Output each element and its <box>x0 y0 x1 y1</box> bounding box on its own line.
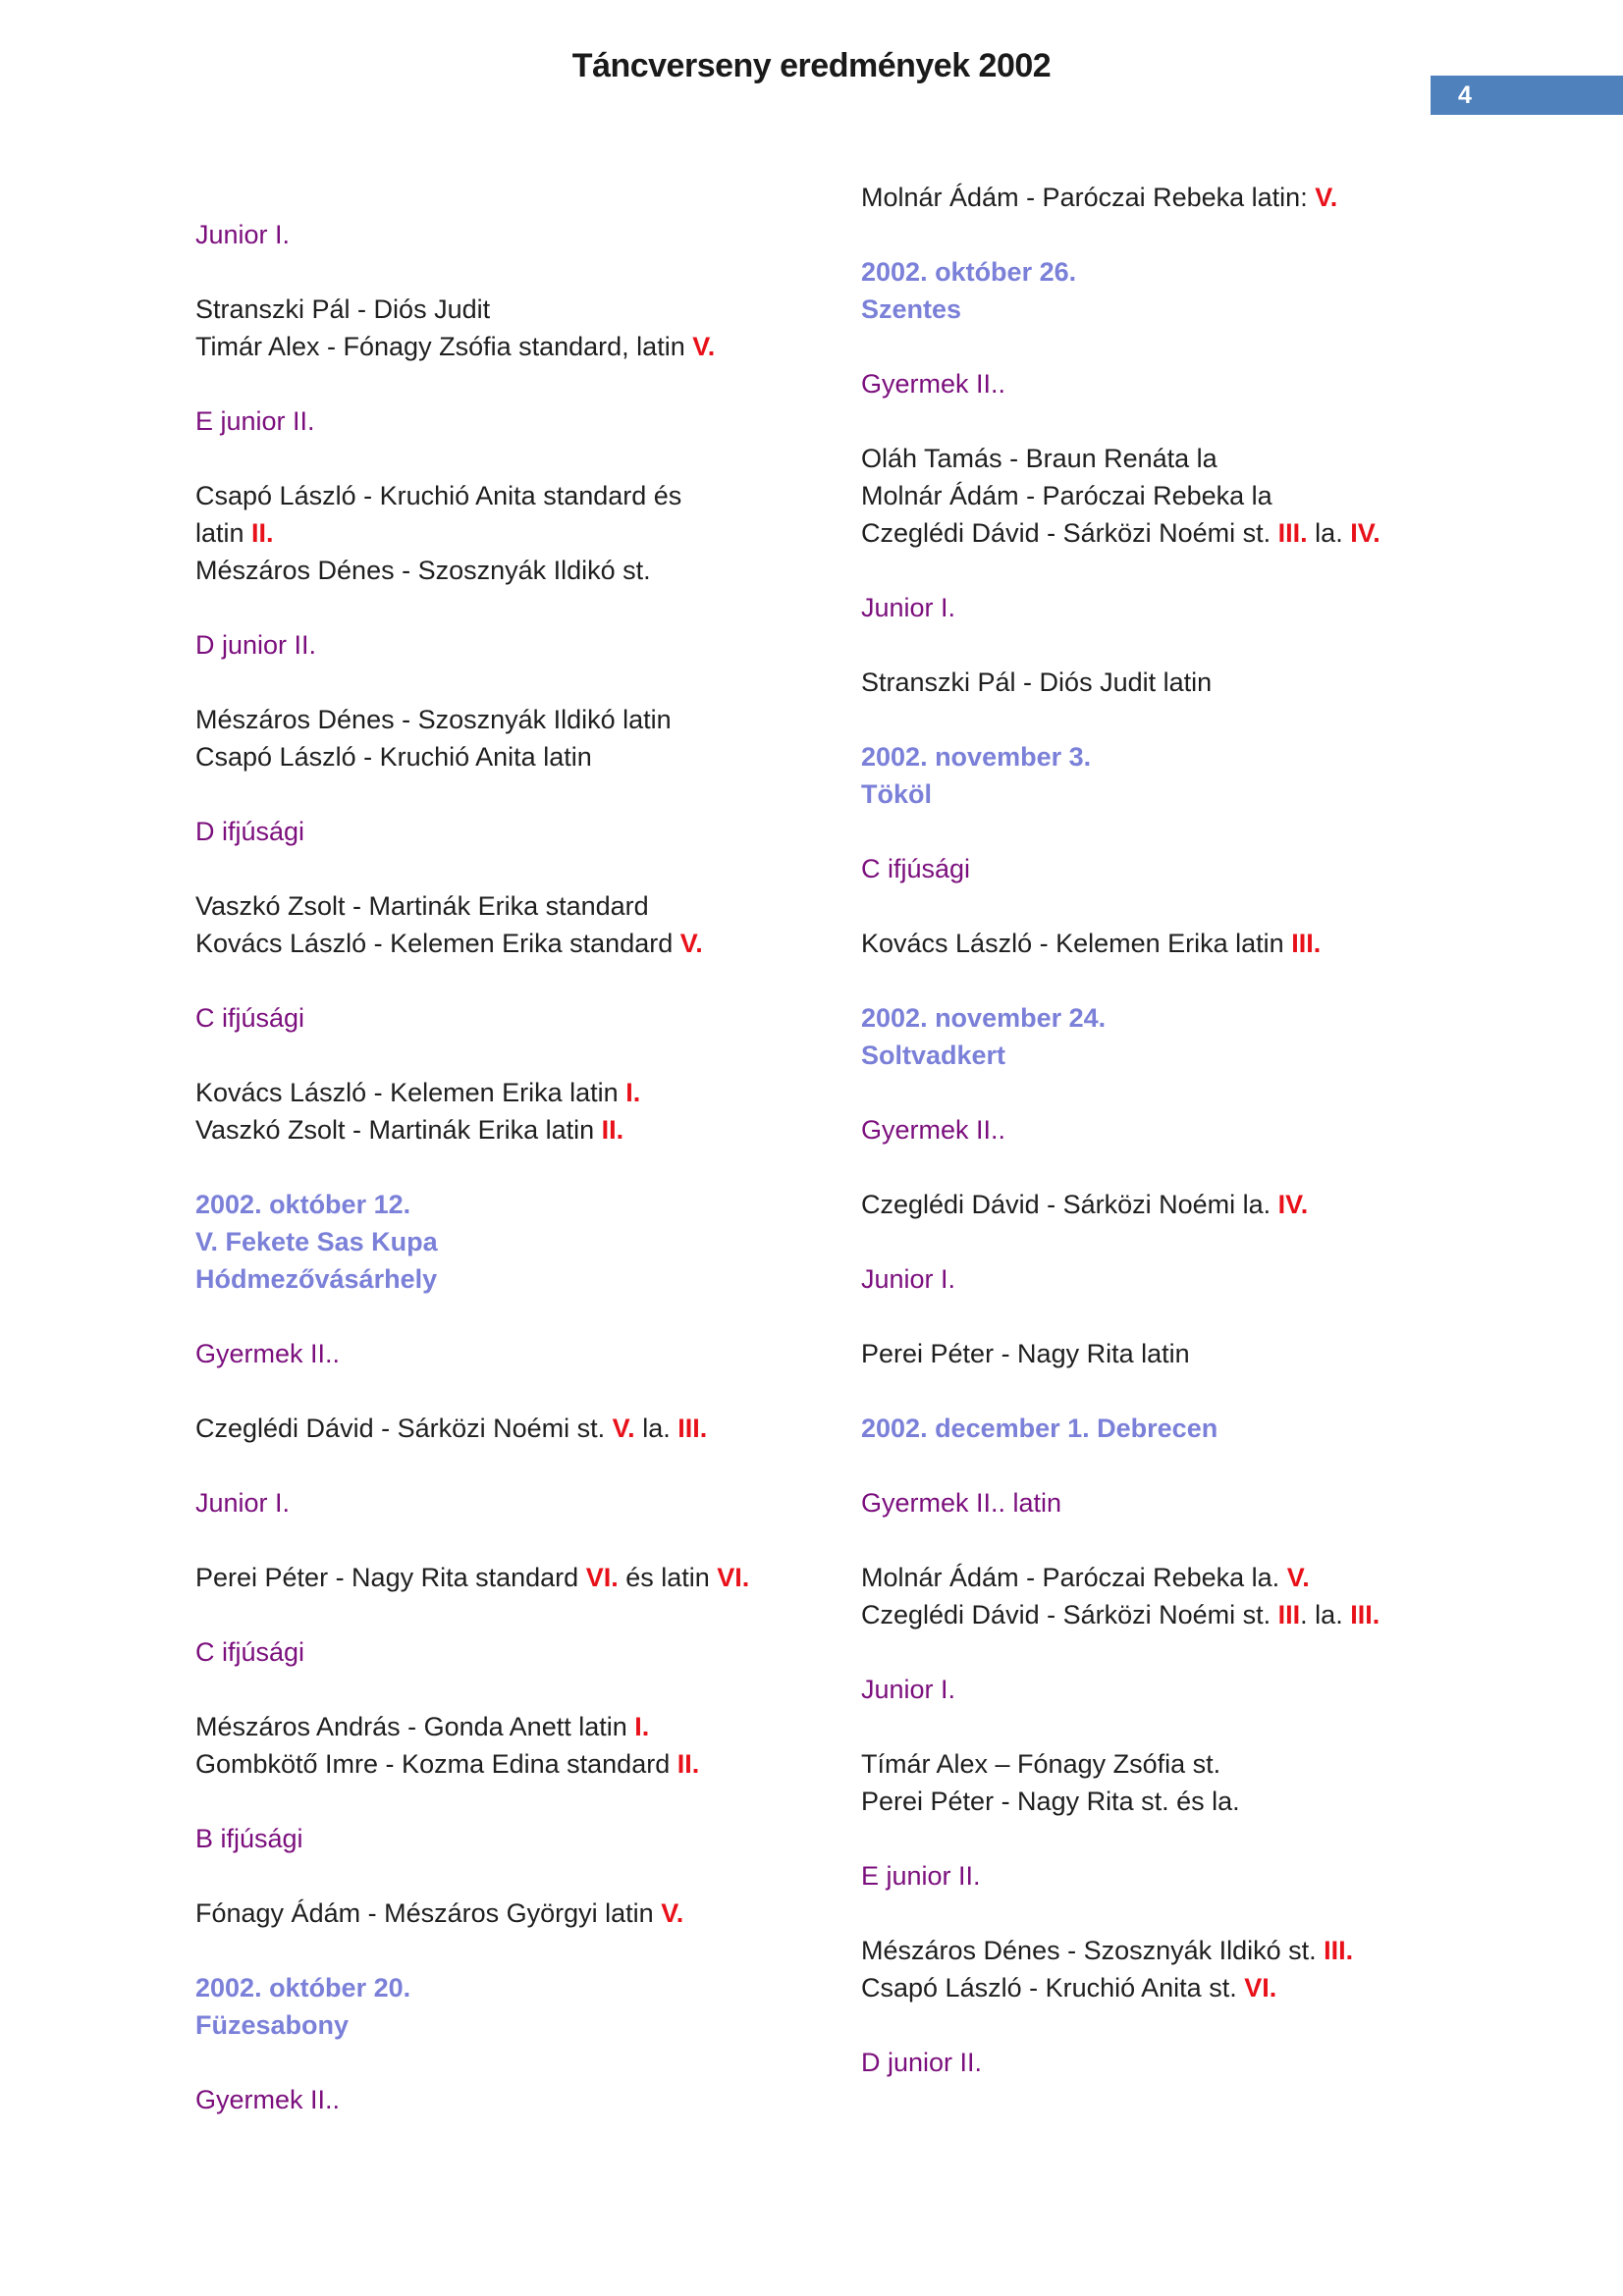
heading-line <box>195 1335 829 1372</box>
heading-line <box>195 216 829 253</box>
result-paragraph <box>861 440 1494 552</box>
text-segment: Timár Alex - Fónagy Zsófia standard, latin <box>195 332 693 361</box>
category-heading <box>195 2081 829 2118</box>
event-heading <box>861 999 1494 1074</box>
placement-value: V. <box>1286 1563 1310 1592</box>
text-segment: Stranszki Pál - Diós Judit <box>195 294 491 324</box>
text-segment: Mészáros Dénes - Szosznyák Ildikó st. <box>861 1936 1325 1965</box>
placement-value: III. <box>1277 518 1308 548</box>
heading-line <box>195 999 829 1037</box>
text-segment: Kovács László - Kelemen Erika standard <box>195 929 680 958</box>
placement-value: V. <box>661 1898 684 1928</box>
placement-value: V. <box>1315 183 1338 212</box>
result-paragraph <box>195 1708 829 1783</box>
placement-value: I. <box>634 1712 650 1741</box>
result-line <box>195 1410 829 1447</box>
heading-line <box>195 1820 829 1857</box>
result-paragraph <box>861 1745 1494 1820</box>
result-paragraph <box>195 887 829 962</box>
placement-value: I. <box>625 1078 641 1107</box>
text-segment: Soltvadkert <box>861 1041 1006 1070</box>
heading-line <box>861 1260 1494 1298</box>
placement-value: II. <box>251 518 274 548</box>
text-segment: Szentes <box>861 294 962 324</box>
text-segment: C ifjúsági <box>195 1003 305 1033</box>
text-segment: . la. <box>1300 1600 1351 1629</box>
text-segment: Gyermek II.. <box>861 369 1006 399</box>
heading-line <box>861 291 1494 328</box>
placement-value: V. <box>612 1414 635 1443</box>
result-line <box>861 514 1494 552</box>
text-segment: 2002. december 1. Debrecen <box>861 1414 1218 1443</box>
text-segment: Gyermek II.. <box>195 1339 341 1368</box>
category-heading <box>861 1671 1494 1708</box>
text-segment: B ifjúsági <box>195 1824 303 1853</box>
heading-line <box>861 589 1494 626</box>
text-segment: la. <box>1307 518 1351 548</box>
placement-value: VI. <box>585 1563 619 1592</box>
heading-line <box>195 1484 829 1522</box>
placement-value: VI. <box>717 1563 750 1592</box>
text-segment: Molnár Ádám - Paróczai Rebeka la. <box>861 1563 1287 1592</box>
result-line <box>195 477 829 514</box>
event-heading <box>195 1186 829 1298</box>
result-line <box>861 1559 1494 1596</box>
result-line <box>195 1895 829 1932</box>
text-segment: Mészáros Dénes - Szosznyák Ildikó st. <box>195 556 651 585</box>
heading-line <box>861 2044 1494 2081</box>
result-paragraph <box>195 477 829 589</box>
text-segment: Perei Péter - Nagy Rita standard <box>195 1563 586 1592</box>
heading-line <box>195 1260 829 1298</box>
result-paragraph <box>861 179 1494 216</box>
text-segment: Oláh Tamás - Braun Renáta la <box>861 444 1217 473</box>
text-segment: D ifjúsági <box>195 817 305 846</box>
text-segment: la. <box>634 1414 678 1443</box>
text-segment: Mészáros Dénes - Szosznyák Ildikó latin <box>195 705 672 734</box>
text-segment: V. Fekete Sas Kupa <box>195 1227 438 1256</box>
heading-line <box>195 2081 829 2118</box>
text-segment: és latin <box>618 1563 718 1592</box>
placement-value: III. <box>1291 929 1322 958</box>
text-segment: Stranszki Pál - Diós Judit latin <box>861 667 1213 697</box>
result-paragraph <box>195 291 829 365</box>
event-heading <box>861 738 1494 813</box>
text-segment: Gyermek II.. latin <box>861 1488 1062 1518</box>
category-heading <box>861 589 1494 626</box>
text-segment: Kovács László - Kelemen Erika latin <box>861 929 1292 958</box>
category-heading <box>195 626 829 664</box>
result-line <box>861 1335 1494 1372</box>
result-line <box>195 701 829 738</box>
text-segment: Gyermek II.. <box>195 2085 341 2114</box>
text-segment: E junior II. <box>861 1861 981 1891</box>
category-heading <box>195 1820 829 1857</box>
heading-line <box>861 1037 1494 1074</box>
result-line <box>861 925 1494 962</box>
text-segment: D junior II. <box>861 2048 983 2077</box>
result-paragraph <box>195 701 829 775</box>
result-paragraph <box>195 1559 829 1596</box>
result-line <box>195 1708 829 1745</box>
heading-line <box>195 1186 829 1223</box>
heading-line <box>861 775 1494 813</box>
text-segment: D junior II. <box>195 630 317 660</box>
text-segment: Tököl <box>861 779 932 809</box>
text-segment: C ifjúsági <box>861 854 971 883</box>
result-line <box>861 1932 1494 1969</box>
result-line <box>195 738 829 775</box>
text-segment: Gombkötő Imre - Kozma Edina standard <box>195 1749 677 1779</box>
heading-line <box>861 1410 1494 1447</box>
category-heading <box>861 1484 1494 1522</box>
text-segment: latin <box>195 518 252 548</box>
placement-value: III <box>1277 1600 1301 1629</box>
category-heading <box>861 1857 1494 1895</box>
text-segment: Tímár Alex – Fónagy Zsófia st. <box>861 1749 1221 1779</box>
result-line <box>195 925 829 962</box>
category-heading <box>861 365 1494 402</box>
text-segment: Perei Péter - Nagy Rita latin <box>861 1339 1190 1368</box>
placement-value: VI. <box>1244 1973 1277 2002</box>
heading-line <box>195 1633 829 1671</box>
result-paragraph <box>861 1559 1494 1633</box>
heading-line <box>195 1969 829 2006</box>
placement-value: III. <box>1350 1600 1380 1629</box>
text-segment: 2002. október 20. <box>195 1973 411 2002</box>
category-heading <box>861 1260 1494 1298</box>
result-line <box>861 179 1494 216</box>
category-heading <box>195 216 829 253</box>
text-segment: Csapó László - Kruchió Anita latin <box>195 742 592 772</box>
heading-line <box>195 402 829 440</box>
heading-line <box>195 1223 829 1260</box>
text-segment: Junior I. <box>195 220 291 249</box>
result-line <box>861 1596 1494 1633</box>
event-heading <box>195 1969 829 2044</box>
result-paragraph <box>195 1895 829 1932</box>
result-line <box>195 1559 829 1596</box>
text-segment: Vaszkó Zsolt - Martinák Erika standard <box>195 891 649 921</box>
text-segment: C ifjúsági <box>195 1637 305 1667</box>
text-segment: Junior I. <box>861 1675 956 1704</box>
text-segment: Perei Péter - Nagy Rita st. és la. <box>861 1787 1240 1816</box>
category-heading <box>195 999 829 1037</box>
text-segment: Füzesabony <box>195 2010 350 2040</box>
event-heading <box>861 253 1494 328</box>
text-segment: Czeglédi Dávid - Sárközi Noémi st. <box>861 1600 1278 1629</box>
placement-value: IV. <box>1350 518 1380 548</box>
result-line <box>195 1074 829 1111</box>
placement-value: III. <box>1324 1936 1354 1965</box>
result-paragraph <box>861 664 1494 701</box>
result-line <box>195 552 829 589</box>
result-line <box>195 291 829 328</box>
heading-line <box>195 813 829 850</box>
heading-line <box>861 850 1494 887</box>
result-paragraph <box>195 1074 829 1148</box>
result-line <box>861 1783 1494 1820</box>
placement-value: II. <box>676 1749 700 1779</box>
page-number-box <box>1431 76 1623 115</box>
result-line <box>861 1969 1494 2006</box>
text-segment: Czeglédi Dávid - Sárközi Noémi st. <box>861 518 1278 548</box>
result-line <box>195 328 829 365</box>
result-line <box>861 440 1494 477</box>
result-paragraph <box>861 925 1494 962</box>
result-line <box>195 887 829 925</box>
result-paragraph <box>861 1932 1494 2006</box>
result-line <box>861 664 1494 701</box>
placement-value: V. <box>679 929 703 958</box>
text-segment: Czeglédi Dávid - Sárközi Noémi la. <box>861 1190 1278 1219</box>
placement-value: II. <box>601 1115 624 1145</box>
text-segment: Vaszkó Zsolt - Martinák Erika latin <box>195 1115 602 1145</box>
text-segment: 2002. november 3. <box>861 742 1092 772</box>
text-segment: Fónagy Ádám - Mészáros Györgyi latin <box>195 1898 662 1928</box>
text-segment: 2002. november 24. <box>861 1003 1107 1033</box>
category-heading <box>195 813 829 850</box>
result-paragraph <box>195 1410 829 1447</box>
category-heading <box>195 1335 829 1372</box>
page-title: Táncverseny eredmények 2002 <box>571 47 1052 84</box>
text-segment: Csapó László - Kruchió Anita st. <box>861 1973 1245 2002</box>
category-heading <box>195 402 829 440</box>
heading-line <box>861 1857 1494 1895</box>
result-line <box>861 477 1494 514</box>
text-segment: Junior I. <box>195 1488 291 1518</box>
category-heading <box>195 1484 829 1522</box>
text-segment: Junior I. <box>861 1264 956 1294</box>
heading-line <box>861 1484 1494 1522</box>
result-line <box>195 1111 829 1148</box>
result-line <box>861 1745 1494 1783</box>
event-heading <box>861 1410 1494 1447</box>
result-line <box>195 1745 829 1783</box>
placement-value: III. <box>677 1414 708 1443</box>
result-line <box>861 1186 1494 1223</box>
text-segment: Csapó László - Kruchió Anita standard és <box>195 481 682 510</box>
category-heading <box>861 2044 1494 2081</box>
text-segment: Molnár Ádám - Paróczai Rebeka la <box>861 481 1272 510</box>
text-column-left <box>195 216 829 2156</box>
text-segment: 2002. október 26. <box>861 257 1077 287</box>
text-segment: Mészáros András - Gonda Anett latin <box>195 1712 635 1741</box>
result-line <box>195 514 829 552</box>
heading-line <box>861 365 1494 402</box>
text-segment: Junior I. <box>861 593 956 622</box>
text-segment: Kovács László - Kelemen Erika latin <box>195 1078 626 1107</box>
text-segment: Gyermek II.. <box>861 1115 1006 1145</box>
text-segment: Molnár Ádám - Paróczai Rebeka latin: <box>861 183 1316 212</box>
category-heading <box>861 1111 1494 1148</box>
heading-line <box>861 738 1494 775</box>
text-segment: 2002. október 12. <box>195 1190 411 1219</box>
category-heading <box>861 850 1494 887</box>
heading-line <box>195 626 829 664</box>
text-segment: Hódmezővásárhely <box>195 1264 438 1294</box>
heading-line <box>861 1111 1494 1148</box>
text-segment: E junior II. <box>195 406 315 436</box>
heading-line <box>195 2006 829 2044</box>
result-paragraph <box>861 1335 1494 1372</box>
placement-value: IV. <box>1277 1190 1309 1219</box>
text-column-right <box>861 179 1494 2118</box>
placement-value: V. <box>692 332 716 361</box>
page-number: 4 <box>1458 81 1472 109</box>
heading-line <box>861 253 1494 291</box>
text-segment: Czeglédi Dávid - Sárközi Noémi st. <box>195 1414 613 1443</box>
heading-line <box>861 999 1494 1037</box>
heading-line <box>861 1671 1494 1708</box>
result-paragraph <box>861 1186 1494 1223</box>
category-heading <box>195 1633 829 1671</box>
